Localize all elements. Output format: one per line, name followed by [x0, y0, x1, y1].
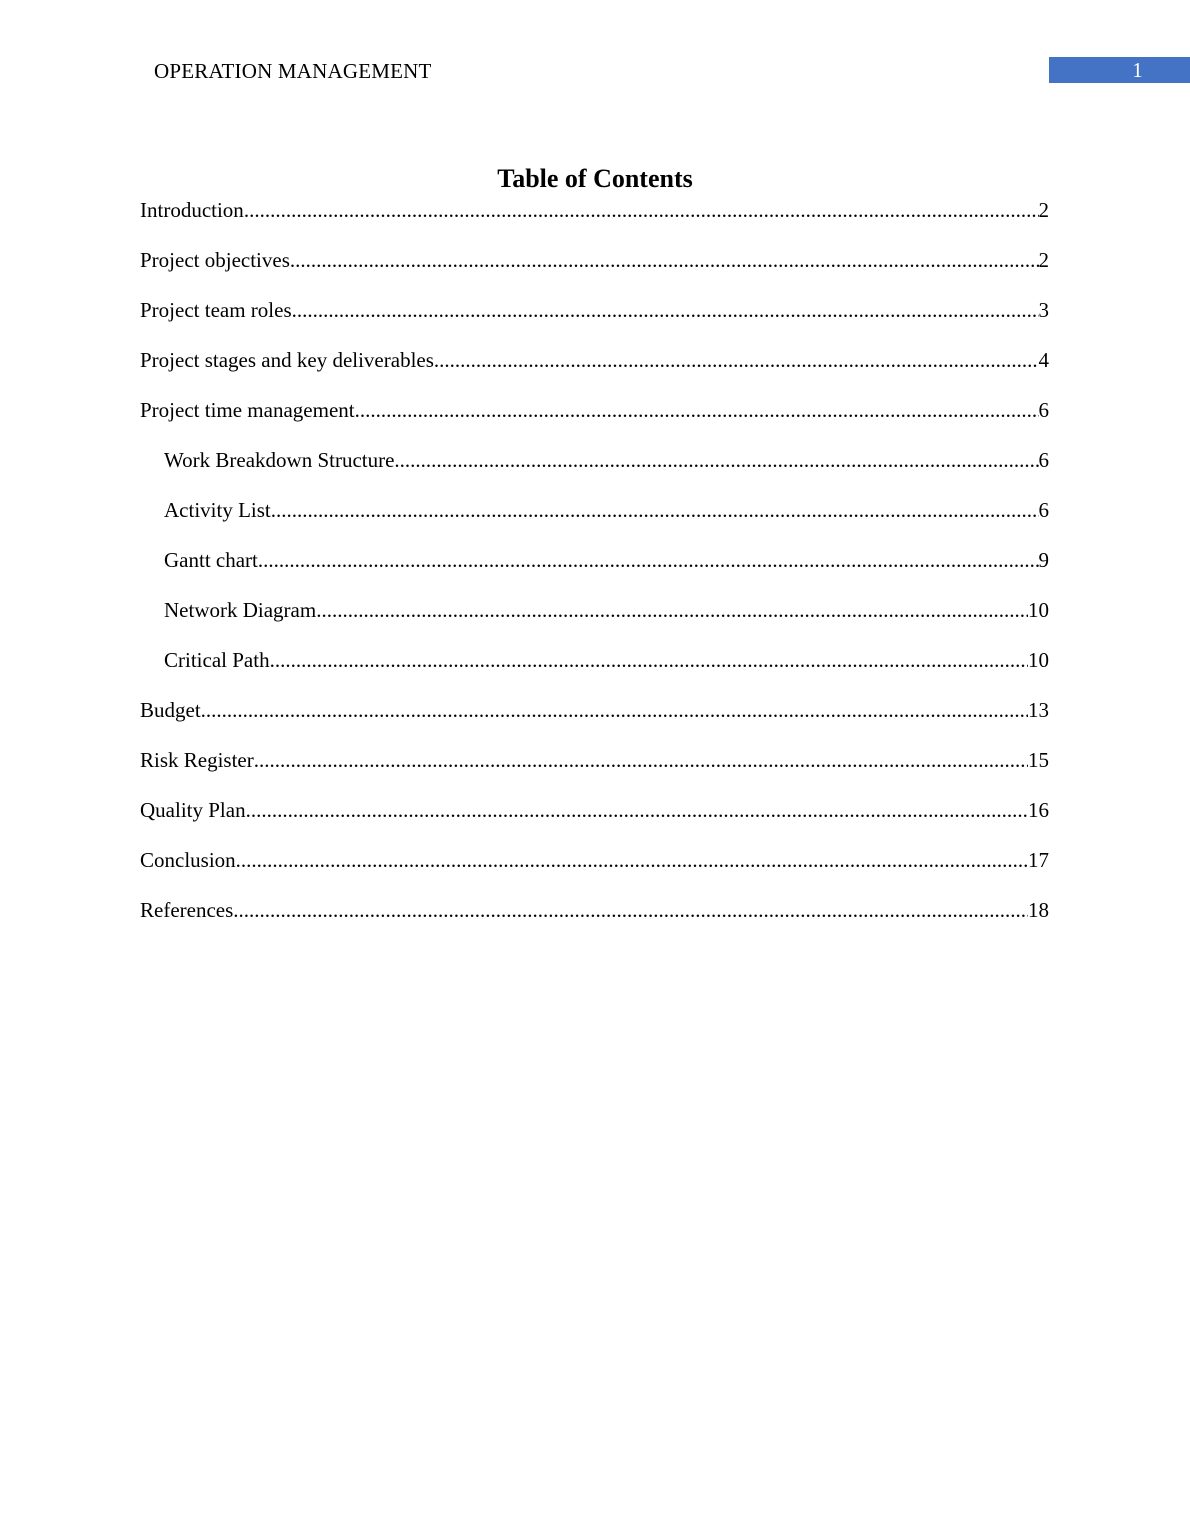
toc-subentry[interactable]	[140, 546, 1049, 596]
toc-entry-label: Project time management	[140, 398, 355, 422]
toc-entry-label: Work Breakdown Structure	[164, 448, 395, 472]
toc-entry-label: Project objectives	[140, 248, 290, 272]
toc-dot-leader	[394, 446, 1038, 474]
toc-dot-leader	[244, 196, 1039, 224]
toc-subentry[interactable]	[140, 446, 1049, 496]
toc-dot-leader	[316, 596, 1028, 624]
toc-entry[interactable]	[140, 796, 1049, 846]
toc-entry-page: 9	[1038, 548, 1049, 572]
toc-entry[interactable]	[140, 696, 1049, 746]
toc-entry-page: 16	[1028, 798, 1049, 822]
toc-dot-leader	[233, 896, 1028, 924]
toc-entry[interactable]	[140, 196, 1049, 246]
toc-entry-page: 6	[1038, 398, 1049, 422]
toc-entry-page: 10	[1028, 598, 1049, 622]
toc-subentry[interactable]	[140, 496, 1049, 546]
toc-entry-page: 6	[1038, 498, 1049, 522]
toc-entry-label: Activity List	[164, 498, 271, 522]
toc-dot-leader	[292, 296, 1039, 324]
toc-entry-page: 6	[1038, 448, 1049, 472]
toc-entry-page: 2	[1038, 198, 1049, 222]
toc-entry[interactable]	[140, 296, 1049, 346]
toc-dot-leader	[201, 696, 1028, 724]
toc-entry[interactable]	[140, 246, 1049, 296]
toc-dot-leader	[434, 346, 1039, 374]
toc-entry-label: Critical Path	[164, 648, 270, 672]
toc-entry-page: 15	[1028, 748, 1049, 772]
toc-entry-page: 17	[1028, 848, 1049, 872]
table-of-contents	[140, 196, 1049, 946]
toc-entry[interactable]	[140, 346, 1049, 396]
toc-entry[interactable]	[140, 846, 1049, 896]
toc-dot-leader	[355, 396, 1039, 424]
toc-dot-leader	[290, 246, 1039, 274]
toc-entry-label: Project team roles	[140, 298, 292, 322]
toc-entry[interactable]	[140, 896, 1049, 946]
page-number-box	[1049, 57, 1190, 83]
toc-dot-leader	[270, 646, 1028, 674]
toc-entry-page: 4	[1038, 348, 1049, 372]
toc-dot-leader	[271, 496, 1039, 524]
toc-entry-label: Gantt chart	[164, 548, 258, 572]
toc-subentry[interactable]	[140, 646, 1049, 696]
toc-dot-leader	[246, 796, 1028, 824]
running-header-title: OPERATION MANAGEMENT	[154, 59, 432, 83]
toc-entry-page: 3	[1038, 298, 1049, 322]
toc-entry-page: 2	[1038, 248, 1049, 272]
toc-entry-label: Network Diagram	[164, 598, 317, 622]
toc-entry-page: 18	[1028, 898, 1049, 922]
toc-entry-label: References	[140, 898, 234, 922]
toc-entry-label: Quality Plan	[140, 798, 246, 822]
toc-entry-label: Project stages and key deliverables	[140, 348, 434, 372]
toc-subentry[interactable]	[140, 596, 1049, 646]
toc-dot-leader	[258, 546, 1039, 574]
toc-entry-label: Risk Register	[140, 748, 254, 772]
toc-dot-leader	[236, 846, 1028, 874]
page-number: 1	[1132, 58, 1143, 82]
toc-entry-page: 10	[1028, 648, 1049, 672]
toc-entry-label: Conclusion	[140, 848, 236, 872]
toc-entry[interactable]	[140, 396, 1049, 446]
toc-entry-label: Budget	[140, 698, 201, 722]
toc-entry[interactable]	[140, 746, 1049, 796]
toc-entry-label: Introduction	[140, 198, 244, 222]
toc-entry-page: 13	[1028, 698, 1049, 722]
toc-heading: Table of Contents	[497, 164, 693, 193]
toc-dot-leader	[254, 746, 1028, 774]
